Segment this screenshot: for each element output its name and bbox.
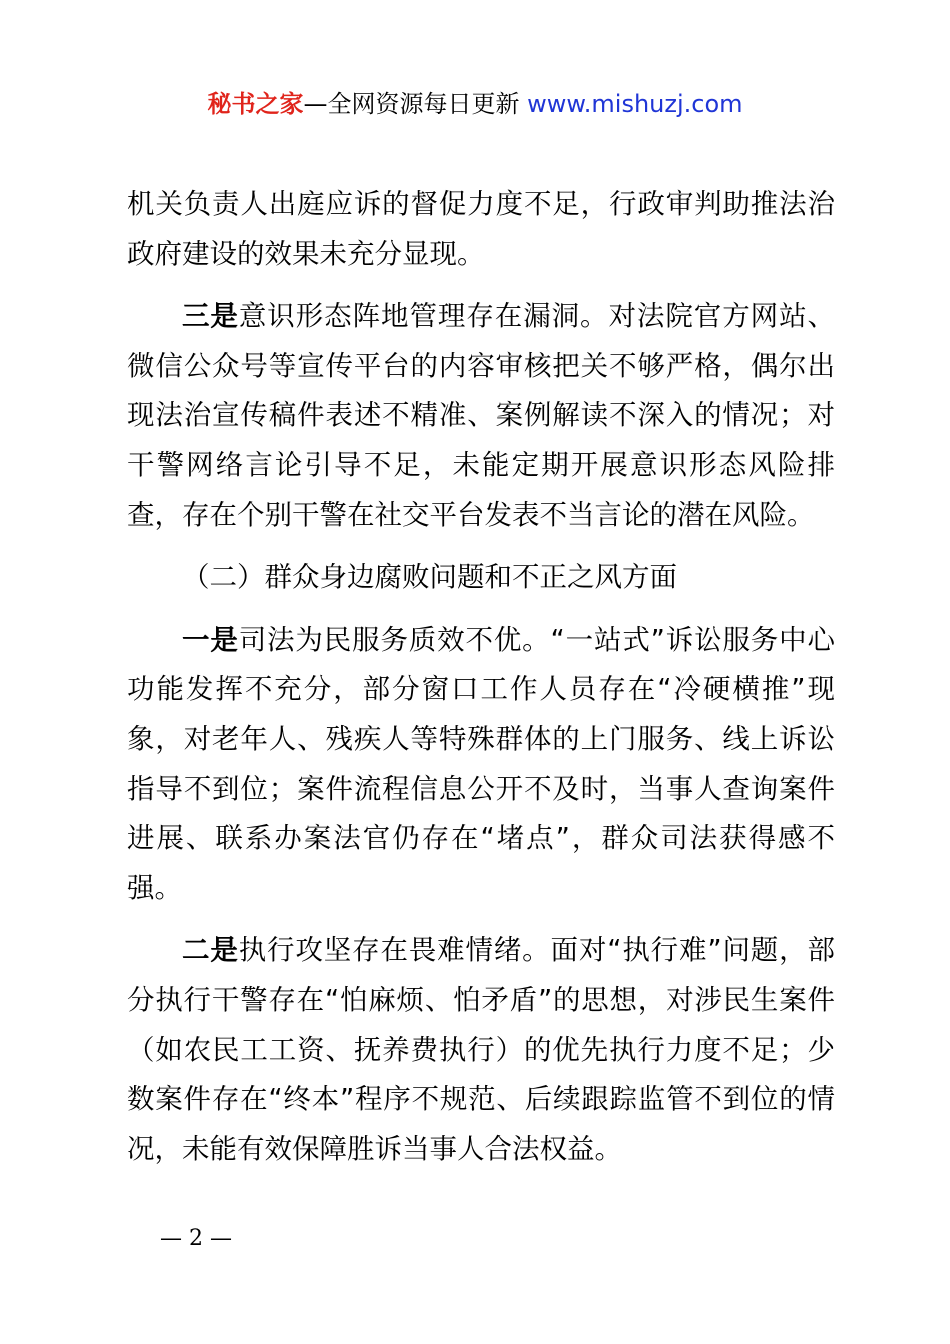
paragraph-point-one [127, 616, 835, 914]
paragraph-text: 司法为民服务质效不优。“一站式”诉讼服务中心功能发挥不充分，部分窗口工作人员存在“冷硬横推”现象，对老年人、残疾人等特殊群体的上门服务、线上诉讼指导不到位；案件流程信息公开不及时，当事人查询案件进展、联系办案法官仍存在“堵点”，群众司法获得感不强。 [127, 623, 835, 904]
paragraph-point-two [127, 926, 835, 1174]
section-heading [127, 553, 835, 603]
site-header [0, 86, 950, 122]
document-body [127, 180, 835, 1187]
brand-name: 秘书之家 [207, 90, 304, 118]
paragraph-point-three [127, 292, 835, 540]
header-tagline: —全网资源每日更新 [303, 90, 528, 118]
paragraph-continuation [127, 180, 835, 279]
paragraph-lead: 三是 [182, 300, 239, 333]
paragraph-text: 执行攻坚存在畏难情绪。面对“执行难”问题，部分执行干警存在“怕麻烦、怕矛盾”的思想，对涉民生案件（如农民工工资、抚养费执行）的优先执行力度不足；少数案件存在“终本”程序不规范、后续跟踪监管不到位的情况，未能有效保障胜诉当事人合法权益。 [127, 934, 835, 1165]
section-heading-text: （二）群众身边腐败问题和不正之风方面 [182, 561, 677, 594]
page-number: — 2 — [160, 1226, 232, 1251]
paragraph-text: 机关负责人出庭应诉的督促力度不足，行政审判助推法治政府建设的效果未充分显现。 [127, 188, 835, 270]
paragraph-lead: 二是 [182, 934, 239, 967]
site-url-link[interactable]: www.mishuzj.com [527, 90, 743, 118]
paragraph-text: 意识形态阵地管理存在漏洞。对法院官方网站、微信公众号等宣传平台的内容审核把关不够严格，偶尔出现法治宣传稿件表述不精准、案例解读不深入的情况；对干警网络言论引导不足，未能定期开展意识形态风险排查，存在个别干警在社交平台发表不当言论的潜在风险。 [127, 300, 836, 531]
paragraph-lead: 一是 [182, 623, 239, 656]
